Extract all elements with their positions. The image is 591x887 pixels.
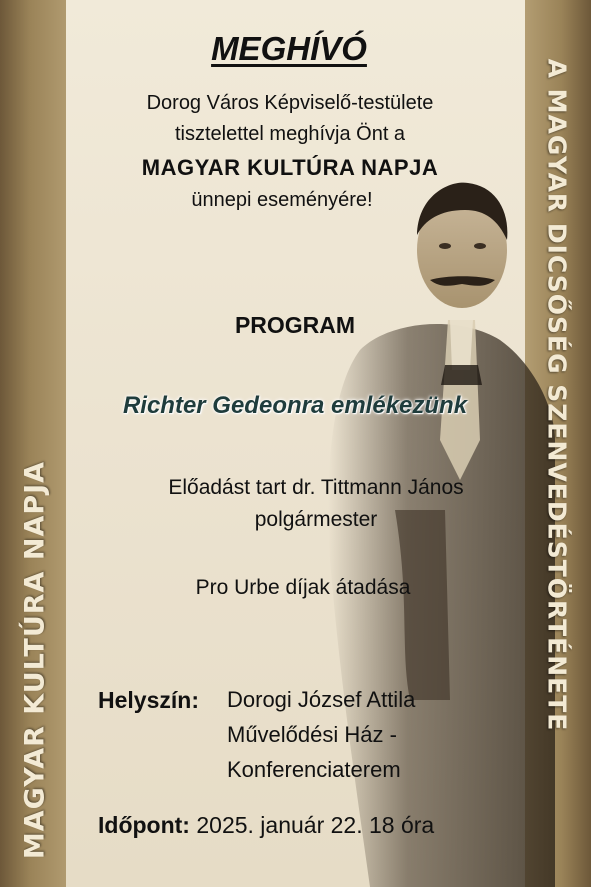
intro-line-1: Dorog Város Képviselő-testülete: [146, 92, 434, 114]
program-item-2: Pro Urbe díjak átadása: [195, 576, 411, 599]
intro-line-4: ünnepi eseményére!: [191, 189, 373, 211]
event-name: MAGYAR KULTÚRA NAPJA: [141, 155, 439, 180]
program-heading: PROGRAM: [234, 312, 356, 338]
time-value: 2025. január 22. 18 óra: [196, 812, 435, 838]
venue-line-1: Dorogi József Attila: [227, 687, 416, 712]
venue-label: Helyszín:: [98, 687, 199, 713]
right-band-text: A MAGYAR DICSŐSÉG SZENVEDÉSTÖRTÉNETE: [542, 58, 572, 732]
time-row: [98, 812, 434, 839]
intro-line-2: tisztelettel meghívja Önt a: [174, 123, 406, 145]
program-highlight: Richter Gedeonra emlékezünk: [122, 392, 468, 419]
program-item-1-line-1: Előadást tart dr. Tittmann János: [168, 476, 464, 499]
program-item-1-line-2: polgármester: [254, 508, 378, 531]
left-band-text: MAGYAR KULTÚRA NAPJA: [19, 460, 51, 860]
venue-line-3: Konferenciaterem: [227, 757, 401, 782]
time-label: Időpont:: [98, 812, 190, 838]
venue-line-2: Művelődési Ház -: [227, 722, 397, 747]
invitation-title: MEGHÍVÓ: [211, 30, 367, 67]
